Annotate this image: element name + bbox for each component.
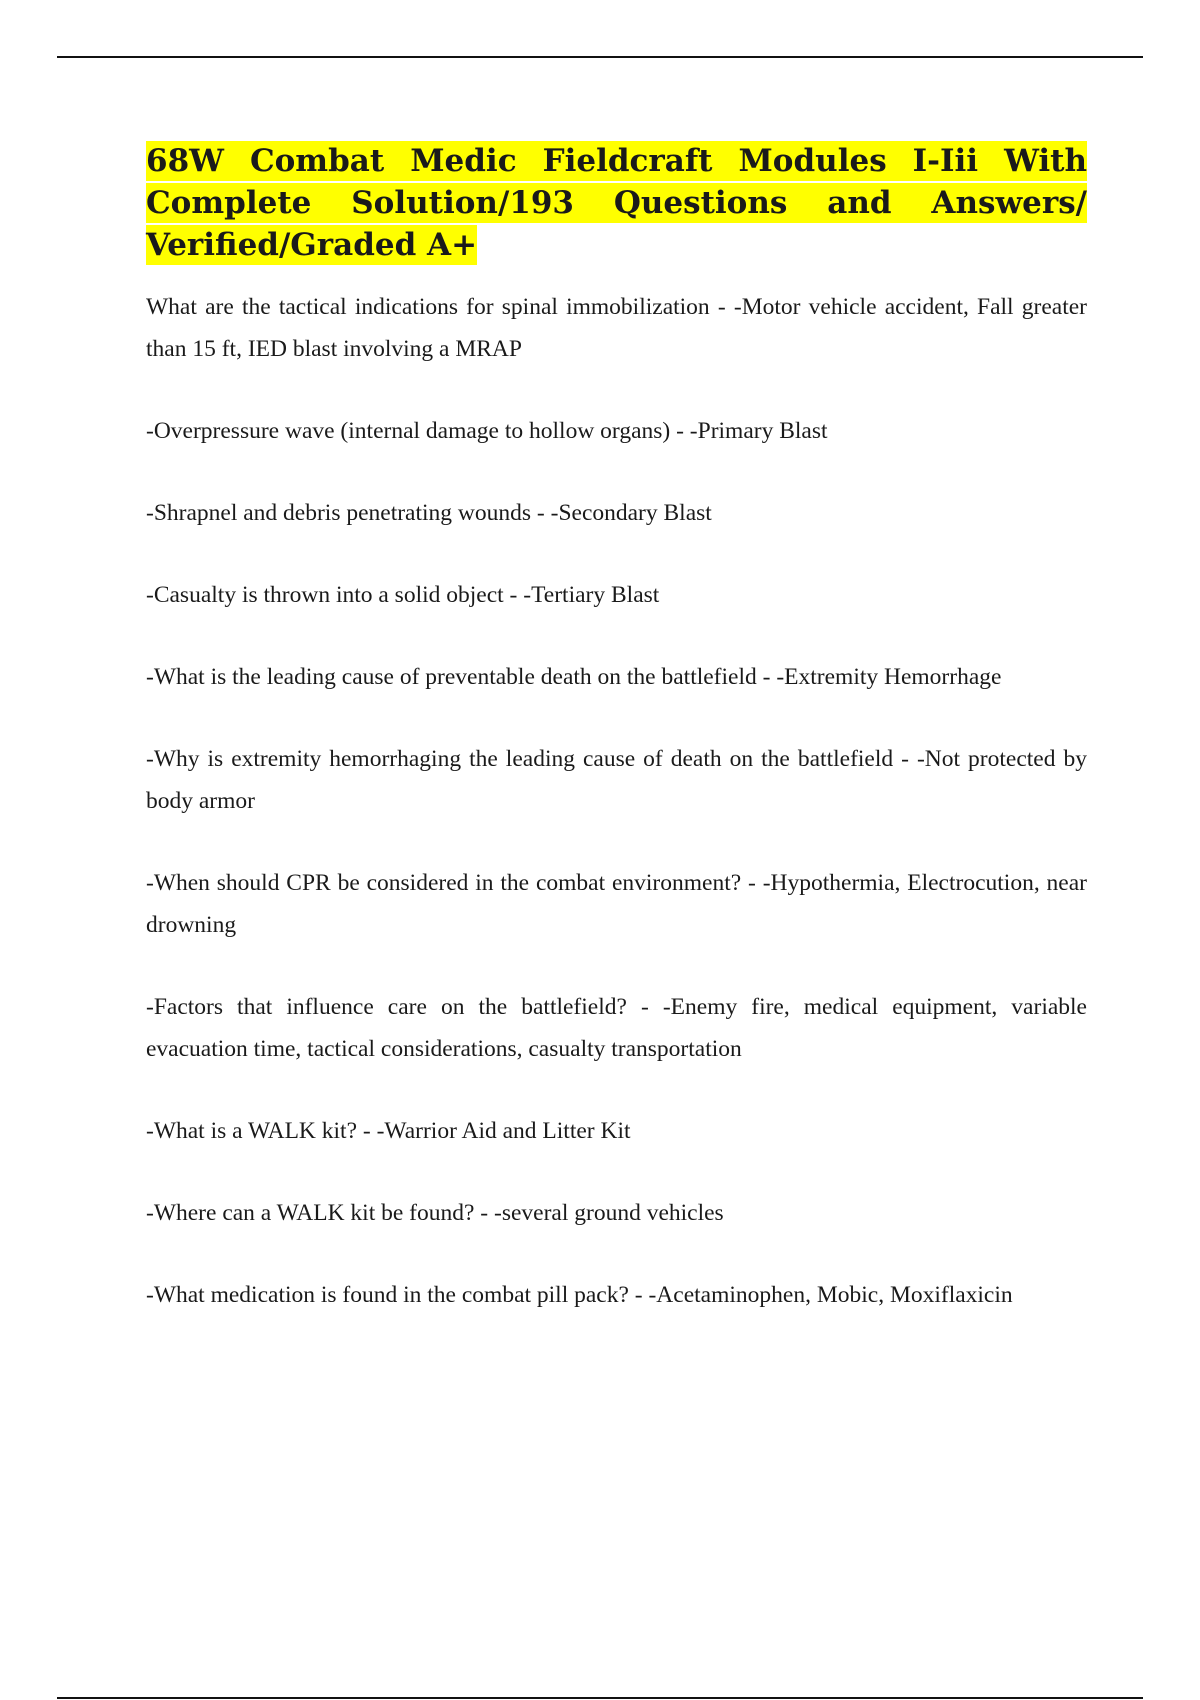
qa-item: -What is the leading cause of preventable death on the battlefield - -Extremity Hemorrhage — [146, 664, 1002, 690]
qa-item: -When should CPR be considered in the combat environment? - -Hypothermia, Electrocution, near drowning — [146, 870, 1087, 938]
qa-item: -Where can a WALK kit be found? - -several ground vehicles — [146, 1200, 724, 1226]
title-highlight: 68W Combat Medic Fieldcraft Modules I-Iii With Complete Solution/193 Questions and Answers/ Verified/Graded A+ — [146, 143, 1087, 263]
document-title — [146, 140, 1087, 266]
qa-item: -Why is extremity hemorrhaging the leading cause of death on the battlefield - -Not protected by body armor — [146, 746, 1087, 814]
document-content — [146, 140, 1087, 1316]
qa-item: -Casualty is thrown into a solid object - -Tertiary Blast — [146, 582, 660, 608]
top-rule — [57, 56, 1143, 58]
qa-item: -What is a WALK kit? - -Warrior Aid and Litter Kit — [146, 1118, 631, 1144]
qa-item: -Shrapnel and debris penetrating wounds - -Secondary Blast — [146, 500, 712, 526]
qa-item: -Factors that influence care on the battlefield? - -Enemy fire, medical equipment, variable evacuation time, tactical considerations, casualty transportation — [146, 994, 1087, 1062]
qa-item: What are the tactical indications for spinal immobilization - -Motor vehicle accident, Fall greater than 15 ft, IED blast involving a MRAP — [146, 294, 1087, 362]
qa-item: -What medication is found in the combat pill pack? - -Acetaminophen, Mobic, Moxiflaxicin — [146, 1282, 1013, 1308]
qa-item: -Overpressure wave (internal damage to hollow organs) - -Primary Blast — [146, 418, 828, 444]
bottom-rule — [57, 1697, 1143, 1699]
